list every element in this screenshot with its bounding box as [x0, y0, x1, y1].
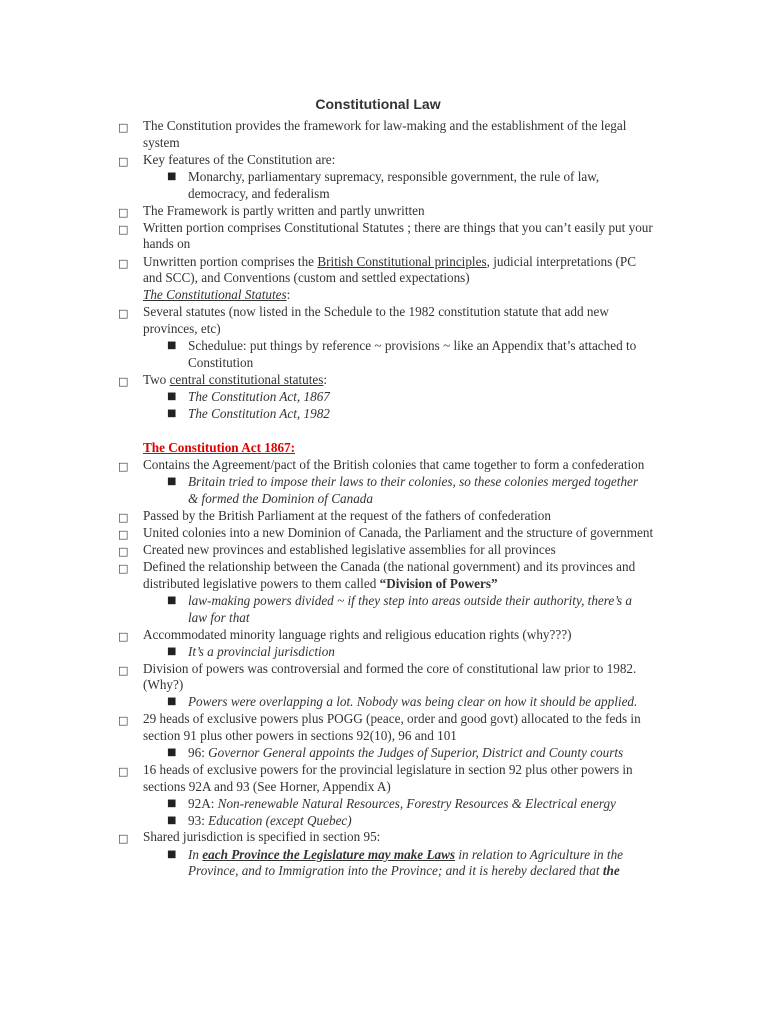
document-title: Constitutional Law	[315, 96, 441, 112]
list-item: □ Shared jurisdiction is specified in section 95:	[0, 829, 655, 846]
bullet-icon: □	[118, 510, 129, 524]
list-item: □ Two central constitutional statutes:	[0, 372, 655, 389]
bullet-icon: □	[118, 764, 129, 778]
bullet-icon: □	[118, 256, 129, 270]
list-item: □ Division of powers was controversial and formed the core of constitutional law prior to 1982. (Why?)	[118, 660, 637, 693]
square-bullet-icon: ■	[167, 170, 177, 182]
sub-list-item: ■ It’s a provincial jurisdiction	[167, 643, 335, 659]
list-item: □ Contains the Agreement/pact of the British colonies that came together to form a confederation	[0, 457, 655, 474]
bullet-icon: □	[118, 460, 129, 474]
bullet-icon: □	[118, 307, 129, 321]
sub-list-item: ■ 96: Governor General appoints the Judges of Superior, District and County courts	[167, 745, 624, 761]
list-item: □ The Framework is partly written and partly unwritten	[0, 203, 655, 220]
bullet-icon: □	[118, 545, 129, 559]
bullet-icon: □	[118, 528, 129, 541]
bullet-icon: □	[118, 205, 129, 219]
sub-list-item: ■ law-making powers divided ~ if they step into areas outside their authority, there’s a law for that	[167, 593, 632, 625]
sub-list-item: ■ The Constitution Act, 1867	[167, 388, 330, 404]
square-bullet-icon: ■	[167, 390, 177, 402]
bullet-icon: □	[118, 374, 129, 388]
list-item: □ Key features of the Constitution are:	[0, 152, 655, 169]
list-item: □ Passed by the British Parliament at the request of the fathers of confederation	[0, 508, 655, 525]
square-bullet-icon: ■	[167, 696, 177, 708]
list-item: □ United colonies into a new Dominion of Canada, the Parliament and the structure of government	[0, 525, 655, 542]
sub-list-item: ■ Schedulue: put things by reference ~ provisions ~ like an Appendix that’s attached to Constitution	[167, 338, 637, 370]
bullet-icon: □	[118, 121, 129, 134]
list-item: □ The Constitution provides the framework for law-making and the establishment of the legal system	[118, 118, 627, 150]
list-item: □ Several statutes (now listed in the Schedule to the 1982 constitution statute that add new provinces, etc)	[118, 304, 609, 337]
underlined-term: British Constitutional principles	[317, 253, 487, 269]
square-bullet-icon: ■	[167, 476, 177, 488]
bullet-icon: □	[118, 832, 129, 846]
section-heading: The Constitution Act 1867:	[143, 440, 296, 456]
notes-body	[0, 118, 768, 880]
bullet-icon: □	[118, 663, 129, 677]
list-item: □ Accommodated minority language rights and religious education rights (why???)	[0, 627, 655, 644]
underlined-term: central constitutional statutes	[169, 371, 324, 387]
bullet-icon: □	[118, 562, 129, 576]
sub-list-item: ■ In each Province the Legislature may make Laws in relation to Agriculture in the Province, and to Immigration into the Province; and it is hereby declared that the	[167, 846, 624, 879]
square-bullet-icon: ■	[167, 645, 177, 657]
list-item: □ Defined the relationship between the Canada (the national government) and its provinces and distributed legislative powers to them called “Division of Powers”	[118, 559, 636, 591]
bullet-icon: □	[118, 154, 129, 168]
sub-list-item: ■ The Constitution Act, 1982	[167, 405, 330, 421]
bullet-icon: □	[118, 714, 129, 728]
sub-list-item: ■ Monarchy, parliamentary supremacy, responsible government, the rule of law, democracy, and federalism	[167, 168, 600, 201]
square-bullet-icon: ■	[167, 797, 177, 809]
list-item: □ Written portion comprises Constitutional Statutes ; there are things that you can’t easily put your hands on	[118, 219, 653, 252]
square-bullet-icon: ■	[167, 848, 177, 860]
bold-term: “Division of Powers”	[379, 575, 498, 591]
square-bullet-icon: ■	[167, 747, 177, 759]
square-bullet-icon: ■	[167, 595, 177, 607]
sub-list-item: ■ Powers were overlapping a lot. Nobody was being clear on how it should be applied.	[167, 694, 638, 710]
sub-list-item: ■ 93: Education (except Quebec)	[167, 812, 352, 828]
sub-list-item: ■ Britain tried to impose their laws to their colonies, so these colonies merged together & formed the Dominion of Canada	[167, 474, 639, 507]
bullet-icon: □	[118, 222, 129, 236]
square-bullet-icon: ■	[167, 340, 177, 352]
list-item: □ 29 heads of exclusive powers plus POGG (peace, order and good govt) allocated to the feds in section 91 plus other powers in sections 92(10), 96 and 101	[118, 711, 641, 744]
subheading: The Constitutional Statutes:	[143, 287, 291, 303]
list-item: □ Created new provinces and established legislative assemblies for all provinces	[0, 542, 655, 559]
bold-underlined-term: each Province the Legislature may make Laws	[202, 846, 456, 862]
square-bullet-icon: ■	[167, 407, 177, 419]
list-item: □ Unwritten portion comprises the British Constitutional principles, judicial interpretations (PC and SCC), and Conventions (custom and settled expectations)	[118, 253, 637, 286]
list-item: □ 16 heads of exclusive powers for the provincial legislature in section 92 plus other powers in sections 92A and 93 (See Horner, Appendix A)	[118, 761, 633, 794]
square-bullet-icon: ■	[167, 814, 177, 826]
sub-list-item: ■ 92A: Non-renewable Natural Resources, Forestry Resources & Electrical energy	[167, 795, 616, 811]
bullet-icon: □	[118, 629, 129, 643]
